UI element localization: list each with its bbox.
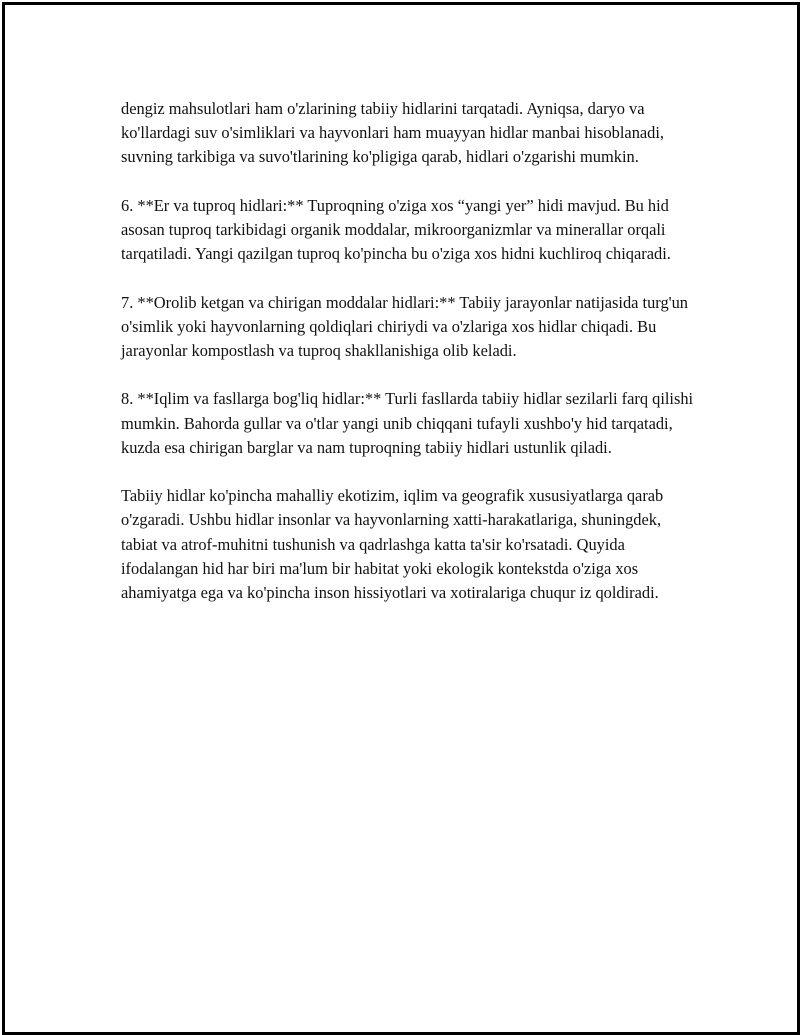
paragraph-conclusion: Tabiiy hidlar ko'pincha mahalliy ekotizim, iqlim va geografik xususiyatlarga qarab o'zgaradi. Ushbu hidlar insonlar va hayvonlarning xatti-harakatlariga, shuningdek, tabiat va atrof-muhitni tushunish va qadrlashga katta ta'sir ko'rsatadi. Quyida ifodalangan hid har biri ma'lum bir habitat yoki ekologik kontekstda o'ziga xos ahamiyatga ega va ko'pincha inson hissiyotlari va xotiralariga chuqur iz qoldiradi.	[121, 486, 664, 602]
paragraph-soil-smells: 6. **Er va tuproq hidlari:** Tuproqning o'ziga xos “yangi yer” hidi mavjud. Bu hid asosan tuproq tarkibidagi organik moddalar, mikroorganizmlar va minerallar orqali tarqatiladi. Yangi qazilgan tuproq ko'pincha bu o'ziga xos hidni kuchliroq chiqaradi.	[121, 195, 671, 264]
page-border	[2, 2, 800, 1035]
paragraph-aquatic-smells: dengiz mahsulotlari ham o'zlarining tabiiy hidlarini tarqatadi. Ayniqsa, daryo va ko'llardagi suv o'simliklari va hayvonlari ham muayyan hidlar manbai hisoblanadi, suvning tarkibiga va suvo'tlarining ko'pligiga qarab, hidlari o'zgarishi mumkin.	[121, 99, 665, 167]
paragraph-seasonal-smells: 8. **Iqlim va fasllarga bog'liq hidlar:** Turli fasllarda tabiiy hidlar sezilarli farq qilishi mumkin. Bahorda gullar va o'tlar yangi unib chiqqani tufayli xushbo'y hid tarqatadi, kuzda esa chirigan barglar va nam tuproqning tabiiy hidlari ustunlik qiladi.	[121, 389, 694, 457]
paragraph-decay-smells: 7. **Orolib ketgan va chirigan moddalar hidlari:** Tabiiy jarayonlar natijasida turg'un o'simlik yoki hayvonlarning qoldiqlari chiriydi va o'zlariga xos hidlar chiqadi. Bu jarayonlar kompostlash va tuproq shakllanishiga olib keladi.	[121, 292, 688, 360]
document-body	[121, 97, 701, 629]
